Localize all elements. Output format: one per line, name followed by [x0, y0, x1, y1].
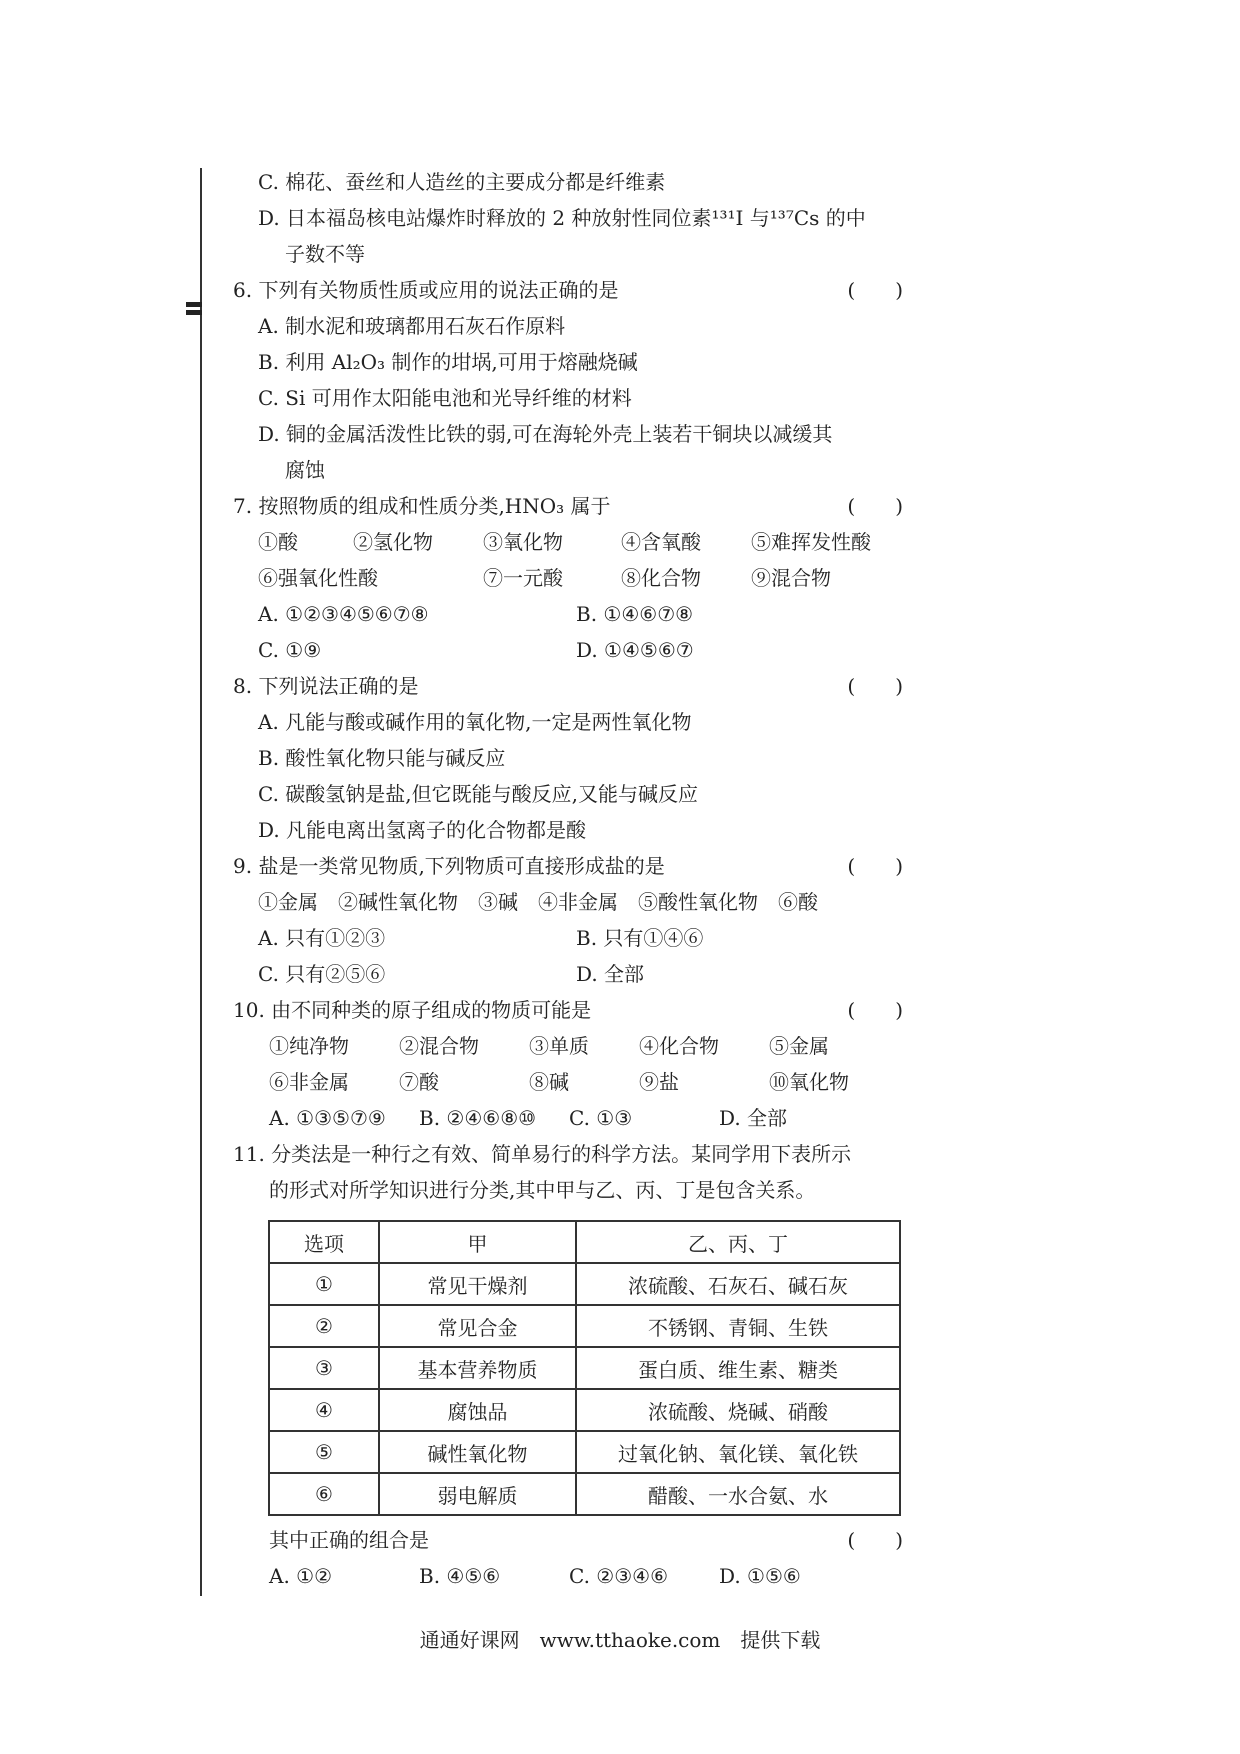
- q5-option-d: D. 日本福岛核电站爆炸时释放的 2 种放射性同位素¹³¹I 与¹³⁷Cs 的中: [258, 206, 866, 230]
- q7-item: ①酸: [258, 530, 298, 554]
- table-cell: ⑥: [269, 1473, 379, 1515]
- table-cell: 浓硫酸、石灰石、碱石灰: [576, 1263, 900, 1305]
- q7-item: ③氧化物: [483, 530, 563, 554]
- q7-stem: [233, 488, 903, 524]
- q7-items-row-2: [233, 560, 903, 596]
- q8-stem-text: 8. 下列说法正确的是: [233, 674, 419, 698]
- table-header: 选项: [269, 1221, 379, 1263]
- q10-items-row-2: [233, 1064, 903, 1100]
- q11-ask: [233, 1522, 903, 1558]
- table-row: [269, 1431, 900, 1473]
- q10-choices: [233, 1100, 903, 1136]
- q11-choice-b: B. ④⑤⑥: [419, 1564, 501, 1588]
- table-header: 甲: [379, 1221, 576, 1263]
- q9-choices-row-2: [233, 956, 903, 992]
- q7-choice-b: B. ①④⑥⑦⑧: [576, 602, 694, 626]
- q6-option-d: D. 铜的金属活泼性比铁的弱,可在海轮外壳上装若干铜块以减缓其: [258, 422, 833, 446]
- q11-choice-c: C. ②③④⑥: [569, 1564, 669, 1588]
- q6-answer-paren: ( ): [847, 278, 903, 302]
- q10-choice-d: D. 全部: [719, 1106, 788, 1130]
- table-cell: ③: [269, 1347, 379, 1389]
- q7-choice-c: C. ①⑨: [258, 638, 322, 662]
- q6-stem-text: 6. 下列有关物质性质或应用的说法正确的是: [233, 278, 619, 302]
- margin-tick-mark: [186, 310, 202, 315]
- q9-choice-c: C. 只有②⑤⑥: [258, 962, 386, 986]
- q11-answer-paren: ( ): [847, 1528, 903, 1552]
- q7-choice-d: D. ①④⑤⑥⑦: [576, 638, 694, 662]
- table-row: [269, 1473, 900, 1515]
- table-header: 乙、丙、丁: [576, 1221, 900, 1263]
- table-cell: 腐蚀品: [379, 1389, 576, 1431]
- table-cell: 常见干燥剂: [379, 1263, 576, 1305]
- q8-option-d: D. 凡能电离出氢离子的化合物都是酸: [258, 818, 587, 842]
- q10-item: ④化合物: [639, 1034, 719, 1058]
- q11-stem-line-2: 的形式对所学知识进行分类,其中甲与乙、丙、丁是包含关系。: [269, 1178, 816, 1202]
- table-row: [269, 1389, 900, 1431]
- table-header-row: [269, 1221, 900, 1263]
- q10-item: ⑧碱: [529, 1070, 569, 1094]
- q10-item: ①纯净物: [269, 1034, 349, 1058]
- q10-stem: [233, 992, 903, 1028]
- q11-choice-d: D. ①⑤⑥: [719, 1564, 801, 1588]
- q10-choice-c: C. ①③: [569, 1106, 633, 1130]
- binding-margin-line: [200, 168, 202, 1596]
- table-cell: ④: [269, 1389, 379, 1431]
- q11-choices: [233, 1558, 903, 1594]
- q6-option-d-cont: 腐蚀: [285, 458, 325, 482]
- table-cell: 过氧化钠、氧化镁、氧化铁: [576, 1431, 900, 1473]
- q7-stem-text: 7. 按照物质的组成和性质分类,HNO₃ 属于: [233, 494, 611, 518]
- q9-answer-paren: ( ): [847, 854, 903, 878]
- q10-item: ⑦酸: [399, 1070, 439, 1094]
- q10-choice-b: B. ②④⑥⑧⑩: [419, 1106, 537, 1130]
- q7-item: ⑨混合物: [751, 566, 831, 590]
- q7-choice-a: A. ①②③④⑤⑥⑦⑧: [258, 602, 429, 626]
- q10-answer-paren: ( ): [847, 998, 903, 1022]
- q11-classification-table: [268, 1220, 901, 1516]
- q5-option-c: C. 棉花、蚕丝和人造丝的主要成分都是纤维素: [258, 170, 666, 194]
- table-cell: 碱性氧化物: [379, 1431, 576, 1473]
- q11-choice-a: A. ①②: [269, 1564, 333, 1588]
- table-cell: ⑤: [269, 1431, 379, 1473]
- table-cell: 浓硫酸、烧碱、硝酸: [576, 1389, 900, 1431]
- q6-option-b: B. 利用 Al₂O₃ 制作的坩埚,可用于熔融烧碱: [258, 350, 638, 374]
- q11-ask-text: 其中正确的组合是: [269, 1528, 429, 1552]
- table-cell: 常见合金: [379, 1305, 576, 1347]
- q6-stem: [233, 272, 903, 308]
- q8-stem: [233, 668, 903, 704]
- q6-option-a: A. 制水泥和玻璃都用石灰石作原料: [258, 314, 566, 338]
- margin-tick-mark: [186, 302, 202, 307]
- q9-choices-row-1: [233, 920, 903, 956]
- q7-item: ⑧化合物: [621, 566, 701, 590]
- q7-items-row-1: [233, 524, 903, 560]
- footer-source-note: 通通好课网 www.tthaoke.com 提供下载: [419, 1628, 821, 1652]
- q7-item: ②氢化物: [353, 530, 433, 554]
- table-cell: 蛋白质、维生素、糖类: [576, 1347, 900, 1389]
- q8-option-c: C. 碳酸氢钠是盐,但它既能与酸反应,又能与碱反应: [258, 782, 699, 806]
- table-row: [269, 1263, 900, 1305]
- q10-items-row-1: [233, 1028, 903, 1064]
- q9-items: ①金属 ②碱性氧化物 ③碱 ④非金属 ⑤酸性氧化物 ⑥酸: [258, 890, 818, 914]
- q9-choice-a: A. 只有①②③: [258, 926, 386, 950]
- q6-option-c: C. Si 可用作太阳能电池和光导纤维的材料: [258, 386, 632, 410]
- q9-stem: [233, 848, 903, 884]
- q7-choices-row-2: [233, 632, 903, 668]
- q10-item: ③单质: [529, 1034, 589, 1058]
- q7-item: ④含氧酸: [621, 530, 701, 554]
- q10-item: ⑨盐: [639, 1070, 679, 1094]
- q8-option-a: A. 凡能与酸或碱作用的氧化物,一定是两性氧化物: [258, 710, 692, 734]
- q7-item: ⑦一元酸: [483, 566, 563, 590]
- q10-item: ②混合物: [399, 1034, 479, 1058]
- q9-stem-text: 9. 盐是一类常见物质,下列物质可直接形成盐的是: [233, 854, 665, 878]
- q7-choices-row-1: [233, 596, 903, 632]
- table-cell: 不锈钢、青铜、生铁: [576, 1305, 900, 1347]
- q10-item: ⑤金属: [769, 1034, 829, 1058]
- table-row: [269, 1305, 900, 1347]
- table-cell: ②: [269, 1305, 379, 1347]
- q10-item: ⑥非金属: [269, 1070, 349, 1094]
- q9-choice-b: B. 只有①④⑥: [576, 926, 704, 950]
- q5-option-d-cont: 子数不等: [285, 242, 365, 266]
- q11-stem-line-1: 11. 分类法是一种行之有效、简单易行的科学方法。某同学用下表所示: [233, 1142, 852, 1166]
- q7-answer-paren: ( ): [847, 494, 903, 518]
- q8-option-b: B. 酸性氧化物只能与碱反应: [258, 746, 506, 770]
- exam-content: [233, 164, 903, 1594]
- table-cell: 醋酸、一水合氨、水: [576, 1473, 900, 1515]
- q10-choice-a: A. ①③⑤⑦⑨: [269, 1106, 386, 1130]
- q8-answer-paren: ( ): [847, 674, 903, 698]
- q10-item: ⑩氧化物: [769, 1070, 849, 1094]
- table-cell: ①: [269, 1263, 379, 1305]
- table-row: [269, 1347, 900, 1389]
- table-cell: 基本营养物质: [379, 1347, 576, 1389]
- table-cell: 弱电解质: [379, 1473, 576, 1515]
- q10-stem-text: 10. 由不同种类的原子组成的物质可能是: [233, 998, 592, 1022]
- q7-item: ⑥强氧化性酸: [258, 566, 378, 590]
- q9-choice-d: D. 全部: [576, 962, 645, 986]
- q7-item: ⑤难挥发性酸: [751, 530, 871, 554]
